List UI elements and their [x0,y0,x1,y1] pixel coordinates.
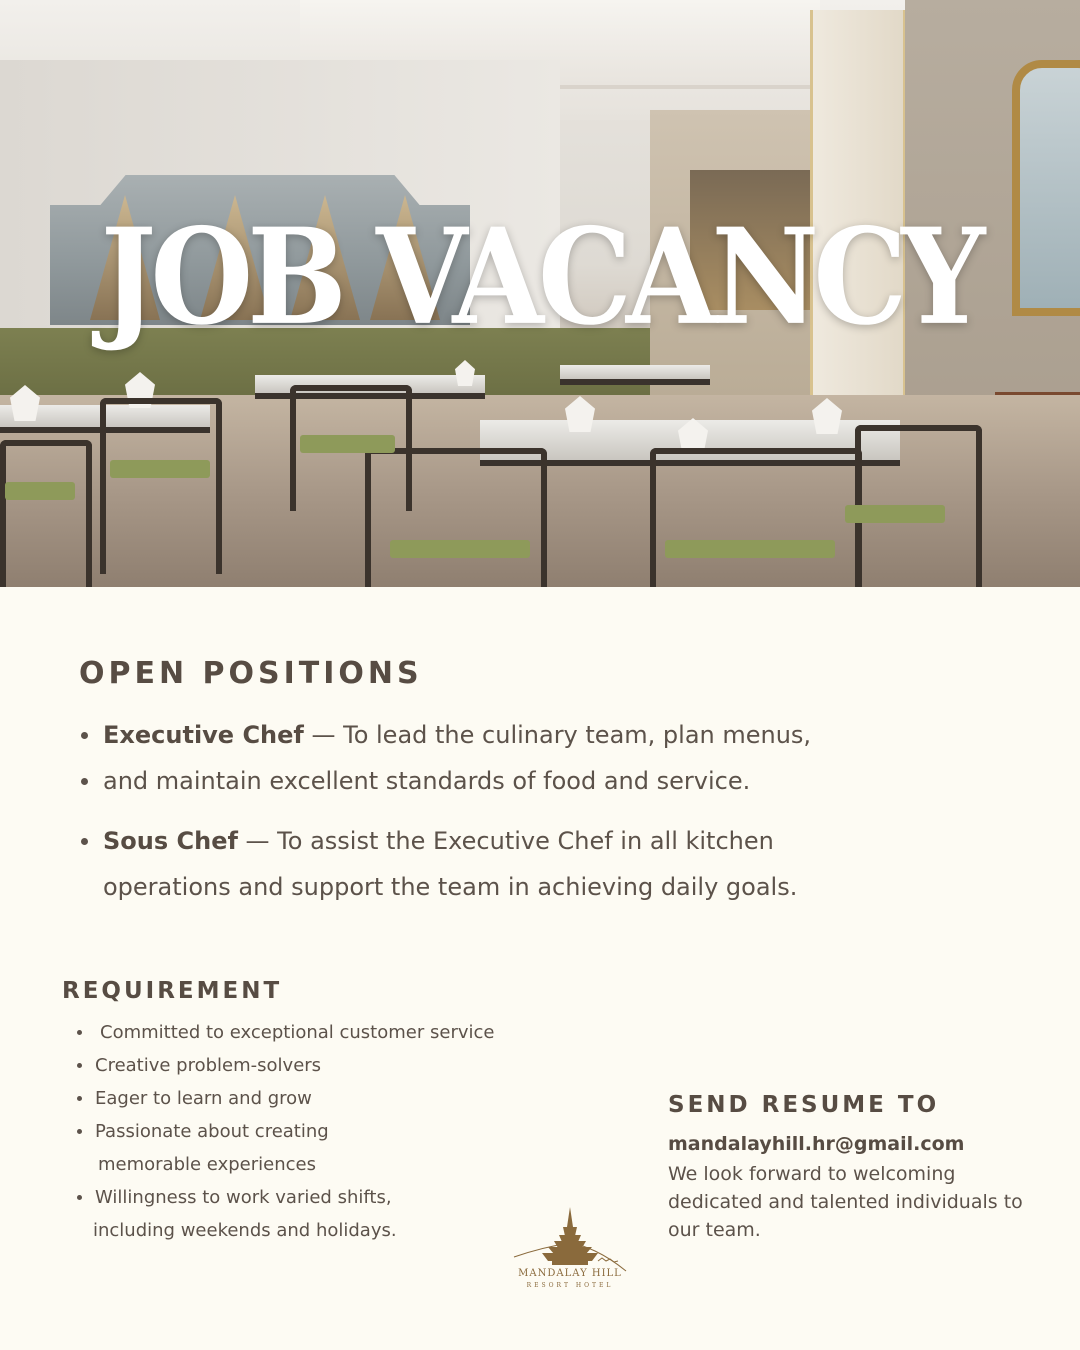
position-description: and maintain excellent standards of food and service. [103,767,751,795]
logo-name: MANDALAY HILL [518,1268,622,1279]
chair-seat [390,540,530,558]
position-item-continued [79,758,979,804]
chair [100,398,222,574]
requirement-item: Committed to exceptional customer service [75,1016,595,1049]
closing-message: We look forward to welcoming dedicated and talented individuals to our team. [668,1163,1023,1241]
hero-photo [0,0,1080,587]
chair-seat [845,505,945,523]
contact-email[interactable]: mandalayhill.hr@gmail.com [668,1133,965,1155]
open-positions-heading: OPEN POSITIONS [79,656,423,691]
positions-list [79,712,979,910]
requirement-heading: REQUIREMENT [62,978,283,1004]
requirement-item: Eager to learn and grow [75,1082,595,1115]
chair [650,448,862,587]
position-item-continued [79,864,979,910]
requirement-item-continued: including weekends and holidays. [93,1220,397,1241]
requirement-item-continued: memorable experiences [98,1154,316,1175]
requirement-item: Creative problem-solvers [75,1049,595,1082]
logo-subtitle: RESORT HOTEL [526,1282,614,1289]
position-name: Sous Chef [103,827,238,855]
chair [0,440,92,587]
position-description: — To assist the Executive Chef in all kitchen [237,827,774,855]
page-title: JOB VACANCY [100,198,980,355]
chair-seat [665,540,835,558]
position-item [79,712,979,758]
position-description: operations and support the team in achieving daily goals. [103,873,798,901]
position-name: Executive Chef [103,721,304,749]
dining-table [560,365,710,385]
position-item [79,818,979,864]
position-description: — To lead the culinary team, plan menus, [303,721,812,749]
send-resume-heading: SEND RESUME TO [668,1092,940,1118]
chair-seat [110,460,210,478]
requirement-item: Willingness to work varied shifts, [75,1181,595,1214]
chair-seat [5,482,75,500]
chair-seat [300,435,395,453]
requirement-item: Passionate about creating [75,1115,595,1148]
